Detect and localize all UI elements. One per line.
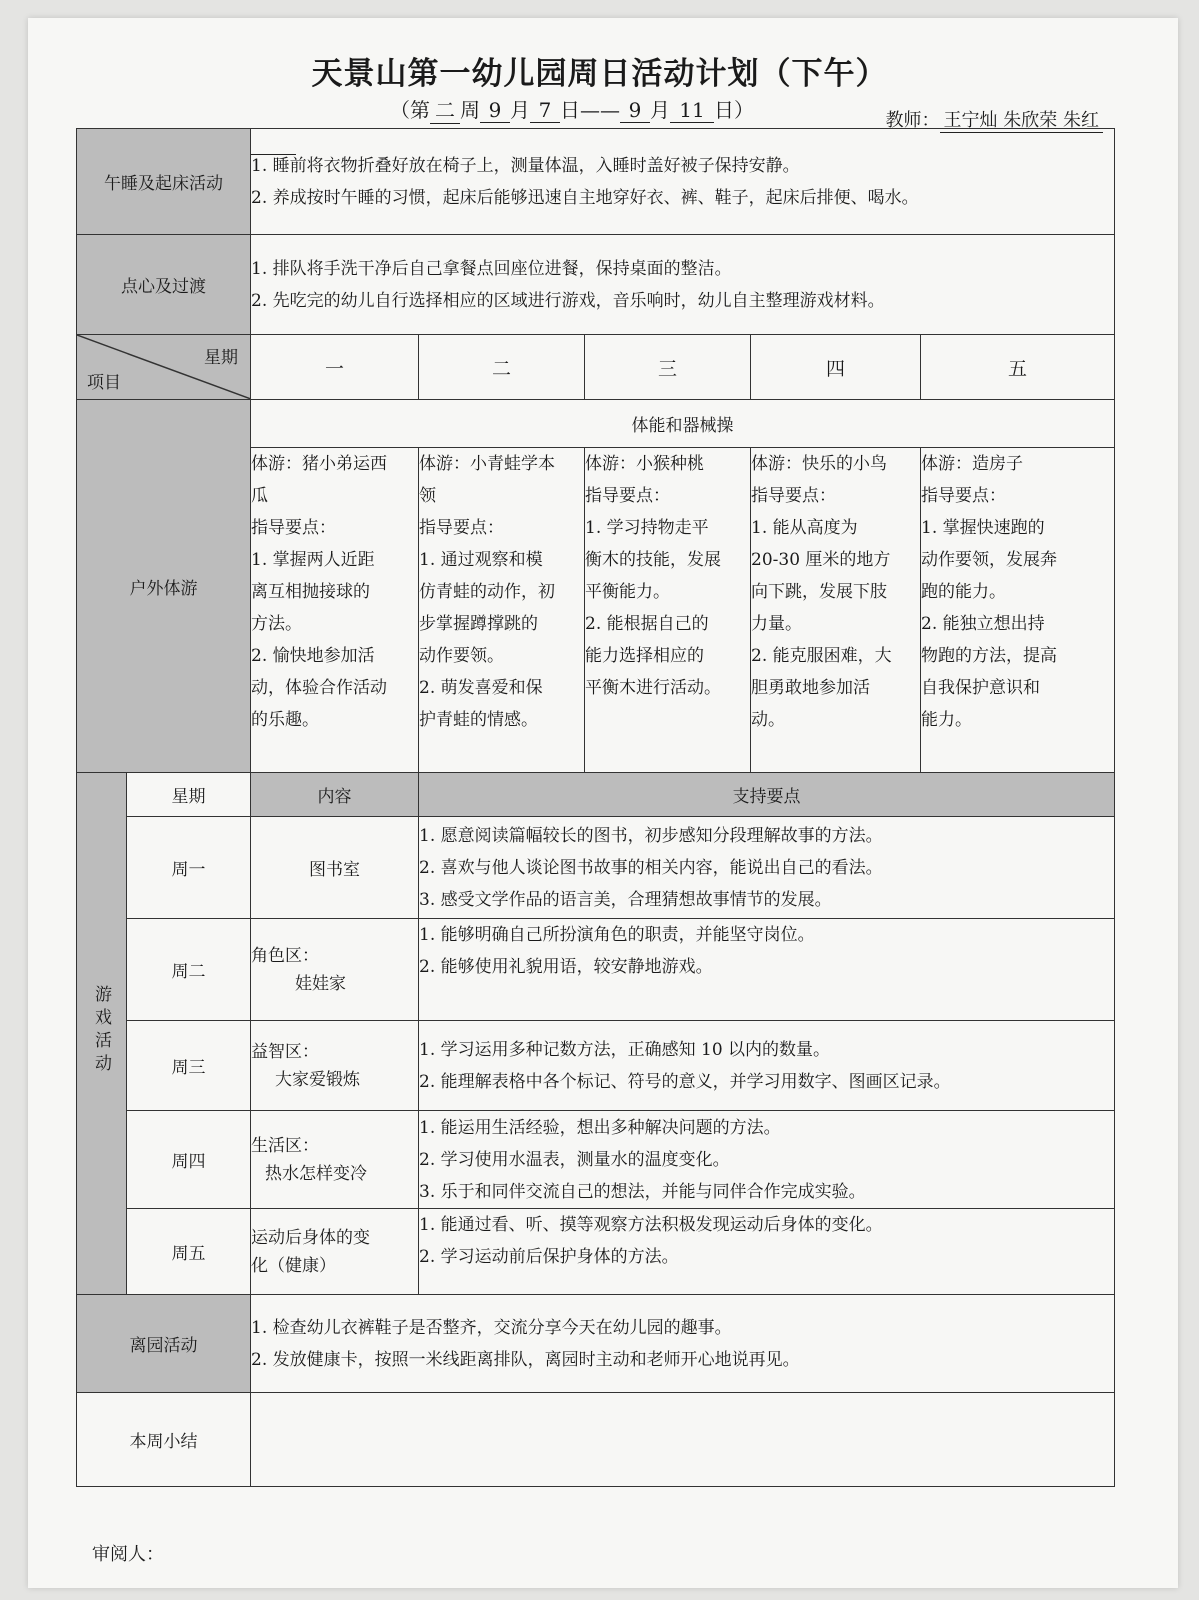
snack-label: 点心及过渡: [77, 235, 251, 335]
text-line: 护青蛙的情感。: [419, 710, 538, 730]
text-line: 向下跳，发展下肢: [751, 582, 887, 602]
item-label: 项目: [87, 373, 121, 393]
text-line: 2. 学习运动前后保护身体的方法。: [419, 1247, 679, 1267]
nap-label: 午睡及起床活动: [77, 129, 251, 235]
text-line: 1. 掌握两人近距: [251, 550, 375, 570]
games-points: [419, 919, 1115, 1021]
games-points: [419, 1111, 1115, 1209]
games-head-points: 支持要点: [419, 773, 1115, 817]
text-line: 瓜: [251, 486, 268, 506]
outdoor-fri: [921, 448, 1115, 773]
text-line: 生活区：: [251, 1135, 319, 1156]
text-line: 能力。: [921, 710, 972, 730]
text-line: 20-30 厘米的地方: [751, 550, 891, 570]
reviewer-label: 审阅人：: [92, 1544, 164, 1565]
text-line: 1. 能从高度为: [751, 518, 858, 538]
day-header-wed: 三: [585, 335, 751, 400]
week-open: （第: [390, 98, 430, 122]
weekday-label: 星期: [204, 348, 238, 368]
day-header-fri: 五: [921, 335, 1115, 400]
day-header-mon: 一: [251, 335, 419, 400]
weekday-header-row: [77, 335, 1115, 400]
text-line: 动。: [751, 710, 785, 730]
snack-items: [251, 235, 1115, 335]
games-row-thu: [77, 1111, 1115, 1209]
text-line: 1. 愿意阅读篇幅较长的图书，初步感知分段理解故事的方法。: [419, 825, 883, 846]
games-content: [251, 817, 419, 919]
games-head-content: 内容: [251, 773, 419, 817]
day-header-thu: 四: [751, 335, 921, 400]
games-label: [77, 773, 127, 1295]
text-line: 的乐趣。: [251, 710, 319, 730]
text-line: 衡木的技能，发展: [585, 550, 721, 570]
text-line: 大家爱锻炼: [275, 1069, 360, 1090]
teacher-value: 王宁灿 朱欣荣 朱红: [940, 106, 1103, 133]
games-row-wed: [77, 1021, 1115, 1111]
text-line: 体游：小青蛙学本: [419, 454, 555, 474]
text-line: 自我保护意识和: [921, 678, 1040, 698]
text-line: 1. 通过观察和模: [419, 550, 543, 570]
text-line: 指导要点：: [751, 486, 836, 506]
end-month: 9: [620, 98, 650, 123]
outdoor-tue: [419, 448, 585, 773]
text-line: 2. 能够使用礼貌用语，较安静地游戏。: [419, 957, 713, 977]
leave-label: 离园活动: [77, 1295, 251, 1393]
text-line: 娃娃家: [295, 973, 346, 994]
text-line: 2. 能独立想出持: [921, 614, 1045, 634]
games-row-tue: [77, 919, 1115, 1021]
text-line: 2. 能根据自己的: [585, 614, 709, 634]
nap-items: [251, 129, 1115, 235]
week-range: [390, 94, 754, 124]
month-unit: 月: [510, 98, 530, 122]
text-line: 2. 愉快地参加活: [251, 646, 375, 666]
games-content: [251, 919, 419, 1021]
text-line: 动作要领，发展奔: [921, 550, 1057, 570]
leave-items: [251, 1295, 1115, 1393]
text-line: 跑的能力。: [921, 582, 1006, 602]
text-line: 角色区：: [251, 945, 319, 966]
list-item: 1. 睡前将衣物折叠好放在椅子上，测量体温，入睡时盖好被子保持安静。: [251, 155, 800, 176]
text-line: 化（健康）: [251, 1255, 336, 1276]
text-line: 指导要点：: [419, 518, 504, 538]
summary-label: 本周小结: [77, 1393, 251, 1487]
start-month: 9: [480, 98, 510, 123]
summary-content[interactable]: [251, 1393, 1115, 1487]
games-content: [251, 1209, 419, 1295]
games-row-mon: [77, 817, 1115, 919]
text-line: 指导要点：: [251, 518, 336, 538]
games-content: [251, 1021, 419, 1111]
text-line: 能力选择相应的: [585, 646, 704, 666]
text-line: 平衡能力。: [585, 582, 670, 602]
text-line: 1. 能运用生活经验，想出多种解决问题的方法。: [419, 1117, 781, 1138]
text-line: 指导要点：: [921, 486, 1006, 506]
text-line: 体游：猪小弟运西: [251, 454, 387, 474]
text-line: 1. 学习持物走平: [585, 518, 709, 538]
text-line: 动，体验合作活动: [251, 678, 387, 698]
text-line: 热水怎样变冷: [265, 1163, 367, 1184]
games-points: [419, 1209, 1115, 1295]
text-line: 图书室: [309, 860, 360, 880]
text-line: 领: [419, 486, 436, 506]
activity-plan-table: [76, 128, 1115, 1487]
diagonal-header: [77, 335, 251, 400]
outdoor-theme-row: [77, 400, 1115, 448]
games-day: 周二: [127, 919, 251, 1021]
list-item: 2. 先吃完的幼儿自行选择相应的区域进行游戏，音乐响时，幼儿自主整理游戏材料。: [251, 290, 885, 311]
text-line: 1. 检查幼儿衣裤鞋子是否整齐，交流分享今天在幼儿园的趣事。: [251, 1317, 732, 1338]
text-line: 1. 能通过看、听、摸等观察方法积极发现运动后身体的变化。: [419, 1215, 883, 1235]
text-line: 2. 发放健康卡，按照一米线距离排队，离园时主动和老师开心地说再见。: [251, 1349, 800, 1370]
text-line: 2. 学习使用水温表，测量水的温度变化。: [419, 1149, 730, 1170]
text-line: 平衡木进行活动。: [585, 678, 721, 698]
games-points: [419, 1021, 1115, 1111]
month-unit: 月: [650, 98, 670, 122]
text-line: 指导要点：: [585, 486, 670, 506]
nap-row: [77, 129, 1115, 235]
end-day: 11: [670, 98, 714, 123]
text-line: 1. 能够明确自己所扮演角色的职责，并能坚守岗位。: [419, 925, 815, 945]
week-number: 二: [430, 94, 460, 124]
games-head-day: 星期: [127, 773, 251, 817]
outdoor-thu: [751, 448, 921, 773]
text-line: 动作要领。: [419, 646, 504, 666]
text-line: 物跑的方法，提高: [921, 646, 1057, 666]
games-points: [419, 817, 1115, 919]
start-day: 7: [530, 98, 560, 123]
text-line: 2. 喜欢与他人谈论图书故事的相关内容，能说出自己的看法。: [419, 857, 883, 878]
text-line: 2. 能理解表格中各个标记、符号的意义，并学习用数字、图画区记录。: [419, 1071, 951, 1092]
outdoor-label: 户外体游: [77, 400, 251, 773]
week-unit: 周: [460, 98, 480, 122]
outdoor-wed: [585, 448, 751, 773]
text-line: 益智区：: [251, 1041, 319, 1062]
text-line: 离互相抛接球的: [251, 582, 370, 602]
games-label-text: 游戏活动: [91, 985, 111, 1077]
day-header-tue: 二: [419, 335, 585, 400]
text-line: 方法。: [251, 614, 302, 634]
snack-row: [77, 235, 1115, 335]
text-line: 体游：快乐的小鸟: [751, 454, 887, 474]
page-title: 天景山第一幼儿园周日活动计划（下午）: [311, 56, 888, 92]
text-line: 仿青蛙的动作，初: [419, 582, 555, 602]
text-line: 步掌握蹲撑跳的: [419, 614, 538, 634]
text-line: 2. 能克服困难，大: [751, 646, 892, 666]
text-line: 2. 萌发喜爱和保: [419, 678, 543, 698]
outdoor-mon: [251, 448, 419, 773]
summary-row: [77, 1393, 1115, 1487]
games-header-row: [77, 773, 1115, 817]
text-line: 3. 感受文学作品的语言美，合理猜想故事情节的发展。: [419, 889, 832, 910]
teacher-label: 教师：: [885, 110, 940, 131]
list-item: 1. 排队将手洗干净后自己拿餐点回座位进餐，保持桌面的整洁。: [251, 258, 732, 279]
day-unit: 日——: [560, 98, 620, 122]
games-day: 周五: [127, 1209, 251, 1295]
text-line: 1. 掌握快速跑的: [921, 518, 1045, 538]
leave-row: [77, 1295, 1115, 1393]
outdoor-theme: 体能和器械操: [251, 400, 1115, 448]
text-line: 胆勇敢地参加活: [751, 678, 870, 698]
text-line: 力量。: [751, 614, 802, 634]
games-day: 周三: [127, 1021, 251, 1111]
games-content: [251, 1111, 419, 1209]
text-line: 1. 学习运用多种记数方法，正确感知 10 以内的数量。: [419, 1039, 831, 1060]
games-day: 周四: [127, 1111, 251, 1209]
text-line: 体游：小猴种桃: [585, 454, 704, 474]
games-day: 周一: [127, 817, 251, 919]
text-line: 3. 乐于和同伴交流自己的想法，并能与同伴合作完成实验。: [419, 1181, 866, 1202]
text-line: 体游：造房子: [921, 454, 1023, 474]
text-line: 运动后身体的变: [251, 1227, 370, 1248]
day-unit-close: 日）: [714, 98, 754, 122]
games-row-fri: [77, 1209, 1115, 1295]
list-item: 2. 养成按时午睡的习惯，起床后能够迅速自主地穿好衣、裤、鞋子，起床后排便、喝水。: [251, 187, 919, 208]
